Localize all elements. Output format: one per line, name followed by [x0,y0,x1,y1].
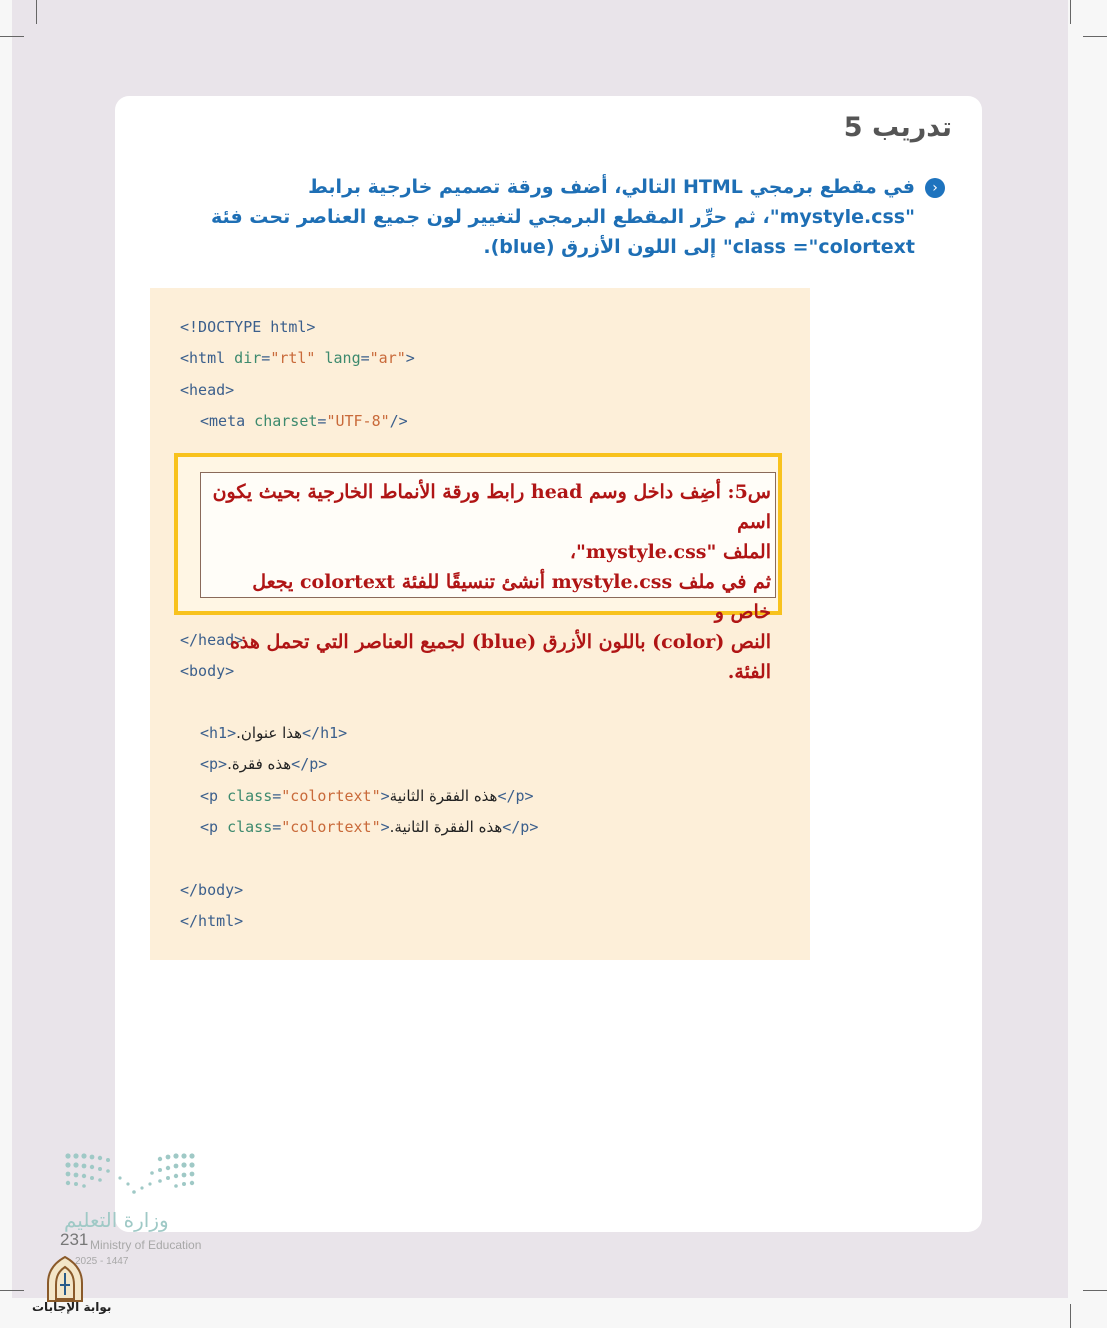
ministry-logo-dots-icon [62,1150,202,1210]
code-line-head-open: <head> [180,381,235,399]
answers-portal-logo-icon [44,1255,86,1303]
code-line-p-class-1: <p class="colortext">هذه الفقرة الثانية</p> [200,787,534,805]
code-line-meta: <meta charset="UTF-8"/> [200,412,408,430]
crop-mark [1070,1304,1071,1328]
crop-mark [36,0,37,24]
ministry-name-en: Ministry of Education [90,1238,202,1252]
chevron-right-bullet-icon: › [925,178,945,198]
code-line-p-class-2: <p class="colortext">هذه الفقرة الثانية.</p> [200,818,539,836]
ministry-name-ar: وزارة التعليم [64,1208,169,1232]
hint-line-2: الملف "mystyle.css"، [569,541,771,563]
crop-mark [0,36,24,37]
hint-line-1: س5: أضِف داخل وسم head رابط ورقة الأنماط الخارجية بحيث يكون اسم [212,481,771,533]
page-edge-left [0,0,12,1328]
page-edge-right [1068,0,1107,1328]
code-line-html-open: <html dir="rtl" lang="ar"> [180,349,415,367]
answers-portal-watermark: بوابة الإجابات [32,1300,112,1314]
hint-line-4: النص (color) باللون الأزرق (blue) لجميع العناصر التي تحمل هذه الفئة. [229,631,771,683]
crop-mark [1083,36,1107,37]
code-line-html-close: </html> [180,912,244,930]
ministry-years: 2025 - 1447 [75,1256,129,1267]
question-text: في مقطع برمجي HTML التالي، أضف ورقة تصميم خارجية برابط "mystyle.css"، ثم حرِّر المقطع البرمجي لتغيير لون جميع العناصر تحت فئة class ="colortext" إلى اللون الأزرق (blue). [210,176,915,258]
code-line-doctype: <!DOCTYPE html> [180,318,316,336]
code-line-body-open: <body> [180,662,235,680]
hint-line-3: ثم في ملف mystyle.css أنشئ تنسيقًا للفئة colortext يجعل خاص و [252,571,771,623]
page-number: 231 [60,1230,89,1249]
crop-mark [0,1290,24,1291]
crop-mark [1083,1290,1107,1291]
code-line-body-close: </body> [180,881,244,899]
crop-mark [1070,0,1071,24]
question-block [155,172,945,262]
page-edge-bottom [0,1298,1107,1328]
code-line-p: <p>هذه فقرة.</p> [200,755,328,773]
hint-text [201,473,775,687]
code-line-head-close: </head> [180,631,244,649]
code-line-h1: <h1>هذا عنوان.</h1> [200,724,348,742]
page-title: تدريب 5 [843,112,952,143]
